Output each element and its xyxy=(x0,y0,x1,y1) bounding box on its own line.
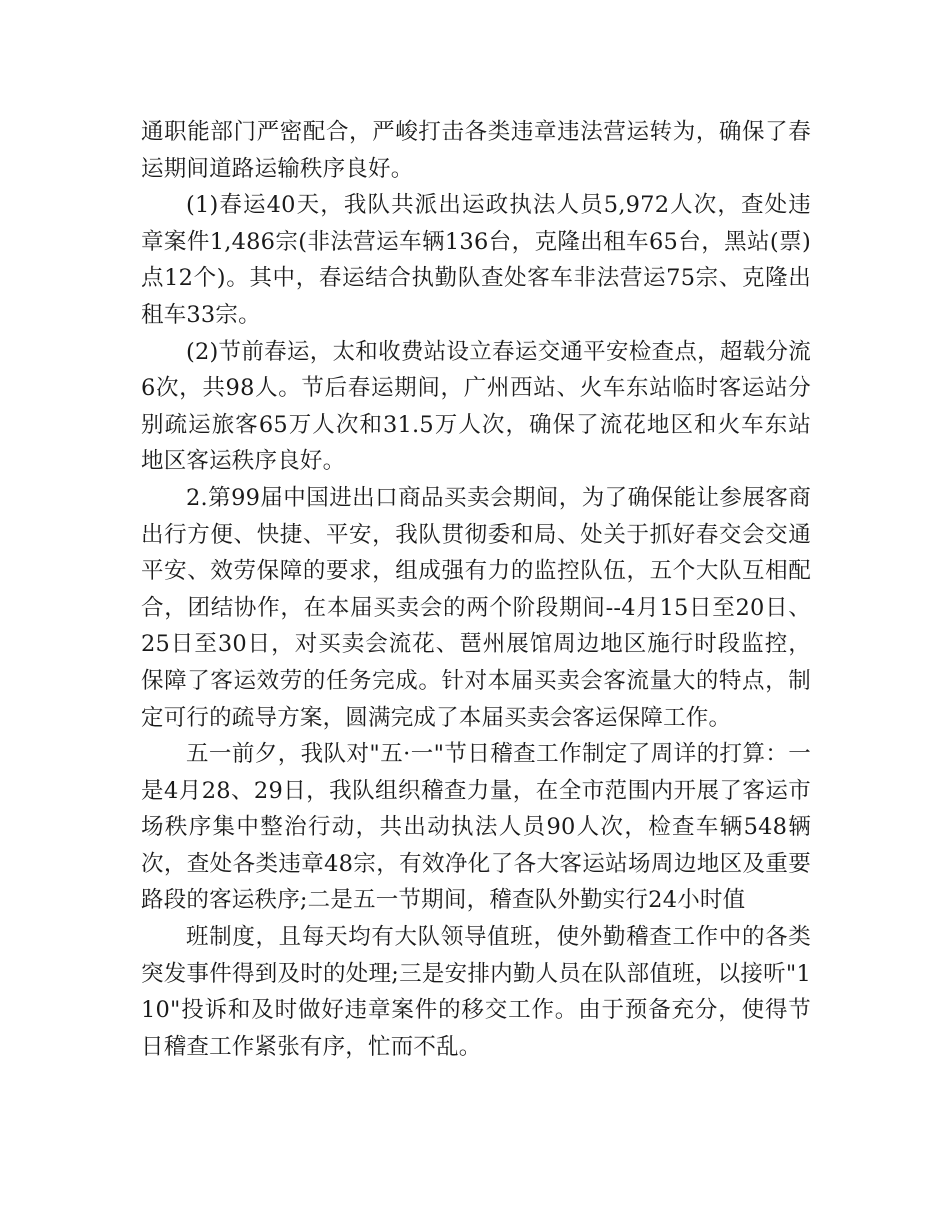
paragraph-5: 五一前夕，我队对"五·一"节日稽查工作制定了周详的打算：一是4月28、29日，我队组织稽查力量，在全市范围内开展了客运市场秩序集中整治行动，共出动执法人员90人次，检查车辆548辆次，查处各类违章48宗，有效净化了各大客运站场周边地区及重要路段的客运秩序;二是五一节期间，稽查队外勤实行24小时值 xyxy=(141,741,811,914)
paragraph-3: (2)节前春运，太和收费站设立春运交通平安检查点，超载分流6次，共98人。节后春运期间，广州西站、火车东站临时客运站分别疏运旅客65万人次和31.5万人次，确保了流花地区和火车东站地区客运秩序良好。 xyxy=(141,338,811,475)
body-text xyxy=(141,114,811,1065)
paragraph-1: 通职能部门严密配合，严峻打击各类违章违法营运转为，确保了春运期间道路运输秩序良好。 xyxy=(141,119,811,182)
paragraph-6: 班制度，且每天均有大队领导值班，使外勤稽查工作中的各类突发事件得到及时的处理;三是安排内勤人员在队部值班，以接听"110"投诉和及时做好违章案件的移交工作。由于预备充分，使得节日稽查工作紧张有序，忙而不乱。 xyxy=(141,924,811,1060)
paragraph-4: 2.第99届中国进出口商品买卖会期间，为了确保能让参展客商出行方便、快捷、平安，我队贯彻委和局、处关于抓好春交会交通平安、效劳保障的要求，组成强有力的监控队伍，五个大队互相配合，团结协作，在本届买卖会的两个阶段期间--4月15日至20日、25日至30日，对买卖会流花、琶州展馆周边地区施行时段监控，保障了客运效劳的任务完成。针对本届买卖会客流量大的特点，制定可行的疏导方案，圆满完成了本届买卖会客运保障工作。 xyxy=(141,484,811,731)
paragraph-2: (1)春运40天，我队共派出运政执法人员5,972人次，查处违章案件1,486宗(非法营运车辆136台，克隆出租车65台，黑站(票)点12个)。其中，春运结合执勤队查处客车非法营运75宗、克隆出租车33宗。 xyxy=(141,192,811,328)
